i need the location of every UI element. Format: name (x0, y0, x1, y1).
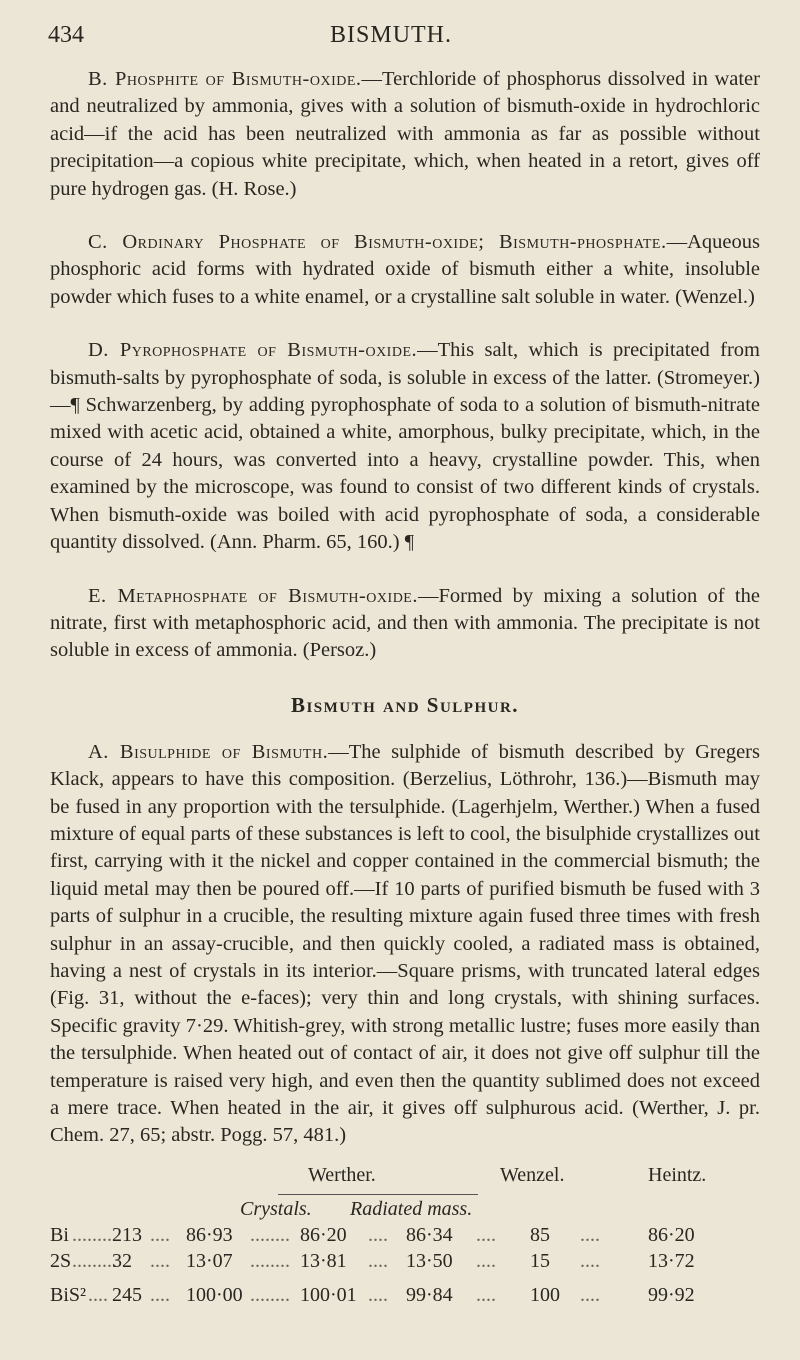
paragraph-text: —This salt, which is precipitated from bismuth-salts by pyrophosphate of soda, is soluble in excess of the latter. (Stromeyer.)—¶ Schwarzenberg, by adding pyrophosphate of soda to a solution of bismuth-nitrate mixed with acetic acid, obtained a white, amorphous, bulky precipitate, which, in the course of 24 hours, was converted into a heavy, crystalline powder. This, when examined by the microscope, was found to consist of two different kinds of crystals. When bismuth-oxide was boiled with acid pyrophosphate of soda, a considerable quantity dissolved. (Ann. Pharm. 65, 160.) ¶ (50, 339, 760, 554)
paragraph-pyrophosphate (50, 337, 760, 556)
header-heintz: Heintz. (648, 1163, 707, 1186)
header-werther: Werther. (308, 1163, 376, 1186)
cell-element: BiS² (50, 1283, 87, 1306)
cell-heintz: 86·20 (648, 1223, 695, 1246)
table-row-total (50, 1284, 760, 1310)
cell-leader: ........ (72, 1223, 112, 1246)
cell-crystals: 100·01 (300, 1283, 357, 1306)
cell-leader: ......... (72, 1249, 117, 1272)
cell-atomic: 32 (112, 1249, 132, 1272)
cell-leader: .... (580, 1223, 600, 1246)
cell-leader: .... (88, 1283, 108, 1306)
cell-radiated: 86·34 (406, 1223, 453, 1246)
subheader-crystals: Crystals. (240, 1197, 312, 1220)
paragraph-text: —Aqueous phosphoric acid forms with hydrated oxide of bismuth either a white, insoluble powder which fuses to a white enamel, or a crystalline salt soluble in water. (Wenzel.) (50, 231, 760, 308)
cell-atomic: 245 (112, 1283, 142, 1306)
cell-leader: .... (476, 1249, 496, 1272)
cell-crystals: 13·81 (300, 1249, 347, 1272)
table-row (50, 1250, 760, 1276)
spacer (50, 719, 760, 739)
cell-crystals: 86·20 (300, 1223, 347, 1246)
paragraph-label: B. Phosphite of Bismuth-oxide. (88, 68, 362, 90)
cell-calculated: 100·00 (186, 1283, 243, 1306)
paragraph-text: —The sulphide of bismuth described by Gregers Klack, appears to have this composition. (Berzelius, Löthrohr, 136.)—Bismuth may be fused in any proportion with the tersulphide. (Lagerhjelm, Werther.) When a fused mixture of equal parts of these substances is left to cool, the bisulphide crystallizes out first, carrying with it the nickel and copper contained in the commercial bismuth; the liquid metal may then be poured off.—If 10 parts of purified bismuth be fused with 3 parts of sulphur in a crucible, the resulting mixture again fused three times with fresh sulphur in an assay-crucible, and then quickly cooled, a radiated mass is obtained, having a nest of crystals in its interior.—Square prisms, with truncated lateral edges (Fig. 31, without the e-faces); very thin and long crystals, with shining surfaces. Specific gravity 7·29. Whitish-grey, with strong metallic lustre; fuses more easily than the tersulphide. When heated out of contact of air, it does not give off sulphur till the temperature is raised very high, and even then the quantity sublimed does not exceed a mere trace. When heated in the air, it gives off sulphurous acid. (Werther, J. pr. Chem. 27, 65; abstr. Pogg. 57, 481.) (50, 740, 760, 1147)
paragraph-phosphite (50, 66, 760, 203)
cell-leader: ........ (250, 1283, 290, 1306)
page-body (50, 66, 760, 1316)
cell-leader: ........ (250, 1249, 290, 1272)
paragraph-label: D. Pyrophosphate of Bismuth-oxide. (88, 339, 418, 362)
cell-leader: .... (368, 1283, 388, 1306)
paragraph-bisulphide (50, 739, 760, 1150)
page-number: 434 (48, 22, 84, 48)
cell-leader: .... (580, 1249, 600, 1272)
paragraph-label: A. Bisulphide of Bismuth. (88, 740, 329, 763)
analysis-table (50, 1220, 760, 1316)
spacer (50, 665, 760, 691)
cell-heintz: 13·72 (648, 1249, 695, 1272)
running-title: BISMUTH. (330, 22, 453, 48)
spacer (50, 557, 760, 583)
paragraph-metaphosphate (50, 583, 760, 665)
cell-leader: ........ (250, 1223, 290, 1246)
cell-leader: .... (368, 1249, 388, 1272)
cell-wenzel: 15 (530, 1249, 550, 1272)
spacer (50, 203, 760, 229)
cell-leader: .... (368, 1223, 388, 1246)
cell-radiated: 99·84 (406, 1283, 453, 1306)
paragraph-label: C. Ordinary Phosphate of Bismuth-oxide; Bismuth-phosphate. (88, 231, 667, 254)
cell-leader: .... (476, 1223, 496, 1246)
running-head (0, 18, 800, 58)
spacer (50, 311, 760, 337)
cell-heintz: 99·92 (648, 1283, 695, 1306)
cell-leader: .... (150, 1223, 170, 1246)
cell-calculated: 86·93 (186, 1223, 233, 1246)
header-wenzel: Wenzel. (500, 1163, 565, 1186)
cell-calculated: 13·07 (186, 1249, 233, 1272)
analysis-table-header (50, 1164, 760, 1220)
subheader-radiated: Radiated mass. (350, 1197, 473, 1220)
cell-element: 2S (50, 1249, 72, 1272)
cell-leader: .... (476, 1283, 496, 1306)
paragraph-ordinary-phosphate (50, 229, 760, 311)
paragraph-text: —Formed by mixing a solution of the nitrate, first with metaphosphoric acid, and then with ammonia. The precipitate is not soluble in excess of ammonia. (Persoz.) (50, 584, 760, 662)
section-heading: Bismuth and Sulphur. (290, 692, 520, 717)
cell-leader: .... (580, 1283, 600, 1306)
cell-leader: .... (150, 1283, 170, 1306)
cell-atomic: 213 (112, 1223, 142, 1246)
cell-leader: .... (150, 1249, 170, 1272)
cell-wenzel: 100 (530, 1283, 560, 1306)
cell-radiated: 13·50 (406, 1249, 453, 1272)
header-rule (278, 1194, 478, 1195)
paragraph-text: —Terchloride of phosphorus dissolved in water and neutralized by ammonia, gives with a solution of bismuth-oxide in hydrochloric acid—if the acid has been neutralized with ammonia as far as possible without precipitation—a copious white precipitate, which, when heated in a retort, gives off pure hydrogen gas. (H. Rose.) (50, 68, 760, 200)
cell-element: Bi (50, 1223, 69, 1246)
cell-wenzel: 85 (530, 1223, 550, 1246)
paragraph-label: E. Metaphosphate of Bismuth-oxide. (88, 584, 418, 607)
table-row (50, 1224, 760, 1250)
